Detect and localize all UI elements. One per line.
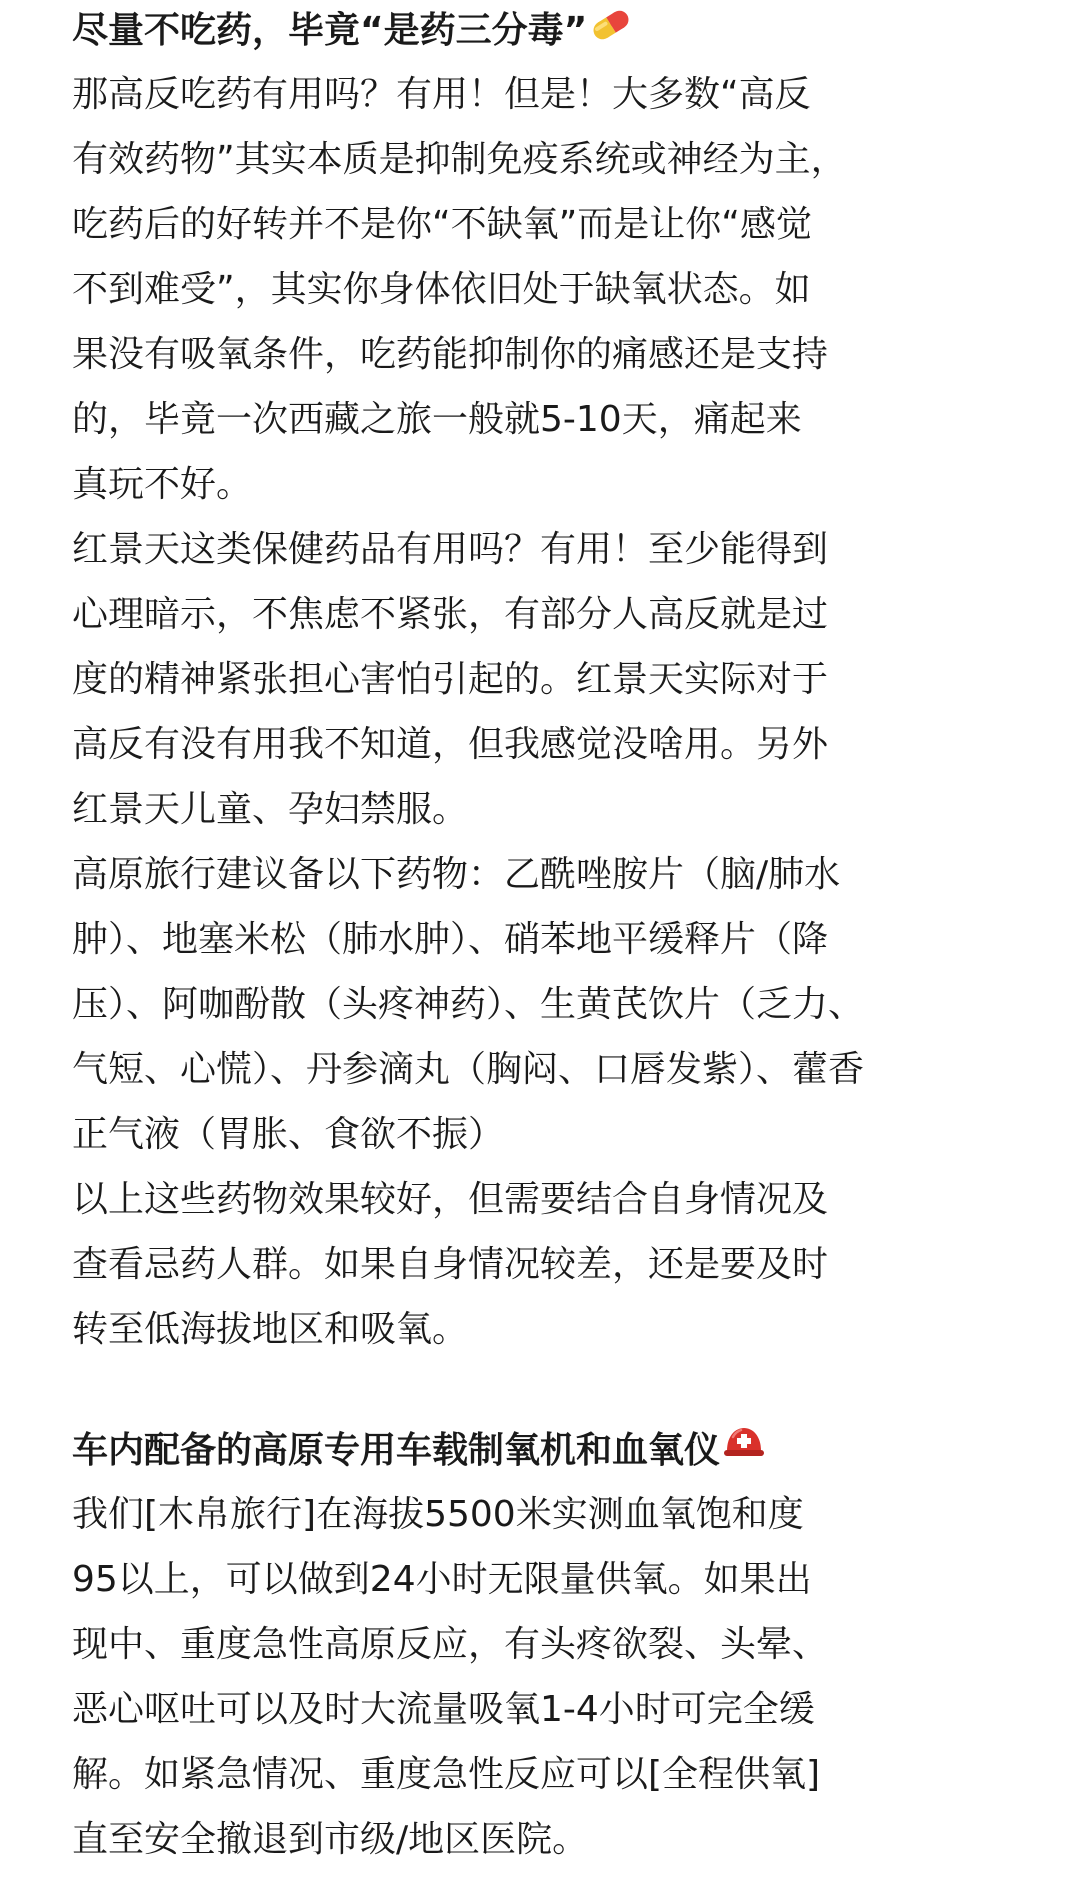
text-line: 红景天这类保健药品有用吗？有用！至少能得到 xyxy=(72,529,829,570)
text-line: 直至安全撤退到市级/地区医院。 xyxy=(72,1819,589,1860)
text-line: 有效药物”其实本质是抑制免疫系统或神经为主， xyxy=(72,139,847,180)
section-spacer xyxy=(72,1362,1016,1420)
paragraph-rhodiola xyxy=(72,517,1016,842)
paragraph-recommended-drugs xyxy=(72,842,1016,1167)
section-title-oxygen-equipment xyxy=(72,1420,1016,1482)
text-line: 那高反吃药有用吗？有用！但是！大多数“高反 xyxy=(72,74,811,115)
section-title-text: 尽量不吃药，毕竟“是药三分毒” xyxy=(72,10,588,51)
text-line: 恶心呕吐可以及时大流量吸氧1-4小时可完全缓 xyxy=(72,1689,815,1730)
text-line: 度的精神紧张担心害怕引起的。红景天实际对于 xyxy=(72,659,829,700)
section-title-text: 车内配备的高原专用车载制氧机和血氧仪 xyxy=(72,1430,721,1471)
text-line: 高原旅行建议备以下药物：乙酰唑胺片（脑/肺水 xyxy=(72,854,841,895)
text-line: 肿）、地塞米松（肺水肿）、硝苯地平缓释片（降 xyxy=(72,919,829,960)
paragraph-oxygen-supply xyxy=(72,1482,1016,1872)
text-line: 不到难受”，其实你身体依旧处于缺氧状态。如 xyxy=(72,269,811,310)
text-line: 真玩不好。 xyxy=(72,464,253,505)
text-line: 查看忌药人群。如果自身情况较差，还是要及时 xyxy=(72,1244,829,1285)
paragraph-medicine-usefulness xyxy=(72,62,1016,517)
text-line: 现中、重度急性高原反应，有头疼欲裂、头晕、 xyxy=(72,1624,829,1665)
text-line: 压）、阿咖酚散（头疼神药）、生黄芪饮片（乏力、 xyxy=(72,984,865,1025)
text-line: 气短、心慌）、丹参滴丸（胸闷、口唇发紫）、藿香 xyxy=(72,1049,865,1090)
text-line: 的，毕竟一次西藏之旅一般就5-10天，痛起来 xyxy=(72,399,802,440)
text-line: 果没有吸氧条件，吃药能抑制你的痛感还是支持 xyxy=(72,334,829,375)
section-title-medication xyxy=(72,0,1016,62)
text-line: 95以上，可以做到24小时无限量供氧。如果出 xyxy=(72,1559,812,1600)
text-line: 正气液（胃胀、食欲不振） xyxy=(72,1114,505,1155)
paragraph-drug-caution xyxy=(72,1167,1016,1362)
text-line: 解。如紧急情况、重度急性反应可以[全程供氧] xyxy=(72,1754,821,1795)
article-body xyxy=(72,0,1016,1872)
text-line: 红景天儿童、孕妇禁服。 xyxy=(72,789,469,830)
text-line: 高反有没有用我不知道，但我感觉没啥用。另外 xyxy=(72,724,829,765)
text-line: 转至低海拔地区和吸氧。 xyxy=(72,1309,469,1350)
pill-icon xyxy=(589,1,633,63)
text-line: 心理暗示，不焦虑不紧张，有部分人高反就是过 xyxy=(72,594,829,635)
text-line: 我们[木帛旅行]在海拔5500米实测血氧饱和度 xyxy=(72,1494,804,1535)
text-line: 吃药后的好转并不是你“不缺氧”而是让你“感觉 xyxy=(72,204,812,245)
rescue-helmet-icon xyxy=(722,1421,766,1483)
text-line: 以上这些药物效果较好，但需要结合自身情况及 xyxy=(72,1179,829,1220)
